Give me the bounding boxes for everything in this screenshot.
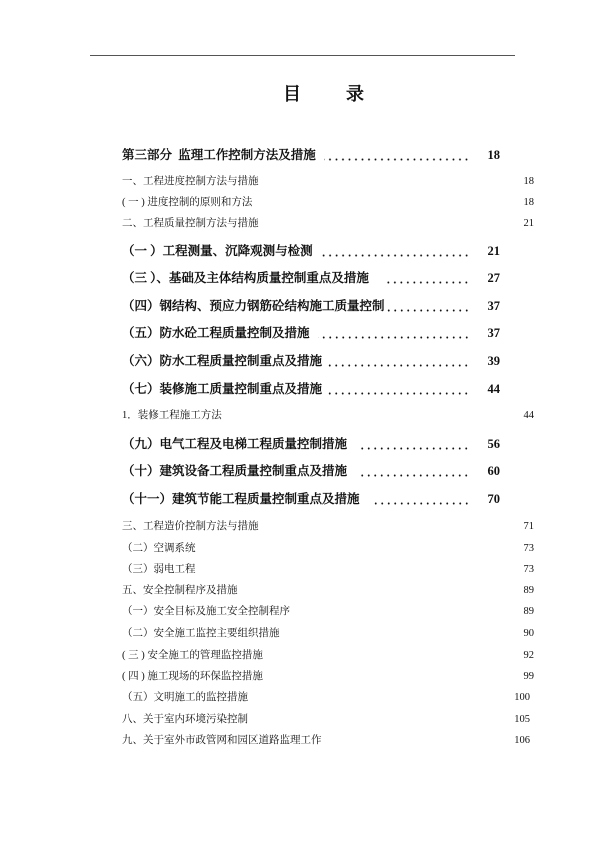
toc-entry [122,670,534,684]
toc-entry-title: （一）安全目标及施工安全控制程序 [122,606,290,617]
toc-entry-title: （六）防水工程质量控制重点及措施 [122,354,323,368]
toc-entry [122,243,500,259]
toc-entry [122,409,534,423]
toc-entry-page: 89 [523,606,534,617]
toc-entry [122,217,534,231]
toc-entry [122,175,534,189]
toc-entry-title: （五）防水砼工程质量控制及措施 [122,326,310,340]
toc-entry [122,298,500,314]
toc-entry-page: 37 [487,326,500,340]
toc-entry [122,381,500,397]
toc-entry-page: 105 [514,714,530,725]
toc-entry [122,605,534,619]
toc-entry-title: （一 ）工程测量、沉降观测与检测 [122,244,313,258]
dot-leader [361,436,469,452]
toc-entry [122,353,500,369]
toc-entry [122,520,534,534]
toc-entry-title: 第三部分 监理工作控制方法及措施 [122,148,316,162]
toc-entry-title: ( 三 ) 安全施工的管理监控措施 [122,650,263,661]
toc-entry-page: 18 [523,176,534,187]
dot-leader [372,491,470,507]
toc-entry-page: 44 [487,382,500,396]
toc-entry-title: （三 ）、基础及主体结构质量控制重点及措施 [122,271,369,285]
toc-entry-title: 九、关于室外市政管网和园区道路监理工作 [122,735,322,746]
toc-entry-title: （二）空调系统 [122,543,196,554]
toc-entry [122,147,500,163]
toc-entry-page: 60 [487,464,500,478]
toc-entry [122,584,534,598]
toc-entry-title: 五、安全控制程序及措施 [122,585,238,596]
toc-entry-page: 100 [514,692,530,703]
toc-entry-title: 三、工程造价控制方法与措施 [122,521,259,532]
toc-entry-page: 18 [487,148,500,162]
toc-entry-title: 八、关于室内环境污染控制 [122,714,248,725]
toc-entry-title: ( 一 ) 进度控制的原则和方法 [122,197,253,208]
toc-entry-page: 21 [487,244,500,258]
dot-leader [325,353,469,369]
dot-leader [318,325,470,341]
toc-entry [122,649,534,663]
toc-entry-title: （十一）建筑节能工程质量控制重点及措施 [122,492,360,506]
toc-entry [122,196,534,210]
toc-entry-page: 44 [523,410,534,421]
toc-entry-title: （七）装修施工质量控制重点及措施 [122,382,323,396]
toc-entry-page: 106 [514,735,530,746]
toc-entry-page: 90 [523,628,534,639]
toc-entry-title: （五）文明施工的监控措施 [122,692,248,703]
toc-entry-page: 92 [523,650,534,661]
toc-entry [122,542,534,556]
toc-entry-title: （九）电气工程及电梯工程质量控制措施 [122,437,348,451]
dot-leader [361,463,469,479]
toc-entry-title: （十）建筑设备工程质量控制重点及措施 [122,464,348,478]
dot-leader [325,381,469,397]
toc-entry-page: 73 [523,543,534,554]
toc-entry-page: 99 [523,671,534,682]
toc-entry-page: 18 [523,197,534,208]
toc-entry-title: 二、工程质量控制方法与措施 [122,218,259,229]
toc-entry [122,563,534,577]
toc-entry-page: 89 [523,585,534,596]
toc-entry [122,325,500,341]
toc-entry-page: 39 [487,354,500,368]
dot-leader [321,243,470,259]
toc-entry [122,491,500,507]
toc-entry-title: （二）安全施工监控主要组织措施 [122,628,280,639]
toc-entry-title: 一、工程进度控制方法与措施 [122,176,259,187]
toc-entry-title: （三）弱电工程 [122,564,196,575]
toc-entry-title: 1．装修工程施工方法 [122,410,222,421]
toc-title: 目 录 [283,84,367,105]
dot-leader [324,147,470,163]
toc-entry [122,713,530,727]
toc-entry [122,734,530,748]
toc-entry-page: 37 [487,299,500,313]
toc-entry [122,463,500,479]
top-rule [90,55,515,56]
toc-entry-page: 21 [523,218,534,229]
dot-leader [387,298,470,314]
dot-leader [387,270,470,286]
toc-entry-page: 71 [523,521,534,532]
toc-entry-page: 27 [487,271,500,285]
toc-entry-page: 56 [487,437,500,451]
toc-entry [122,691,530,705]
toc-entry [122,270,500,286]
toc-entry [122,627,534,641]
toc-entry-title: ( 四 ) 施工现场的环保监控措施 [122,671,263,682]
toc-entry-page: 70 [487,492,500,506]
toc-entry [122,436,500,452]
toc-entry-page: 73 [523,564,534,575]
toc-entry-title: （四）钢结构、预应力钢筋砼结构施工质量控制 [122,299,385,313]
